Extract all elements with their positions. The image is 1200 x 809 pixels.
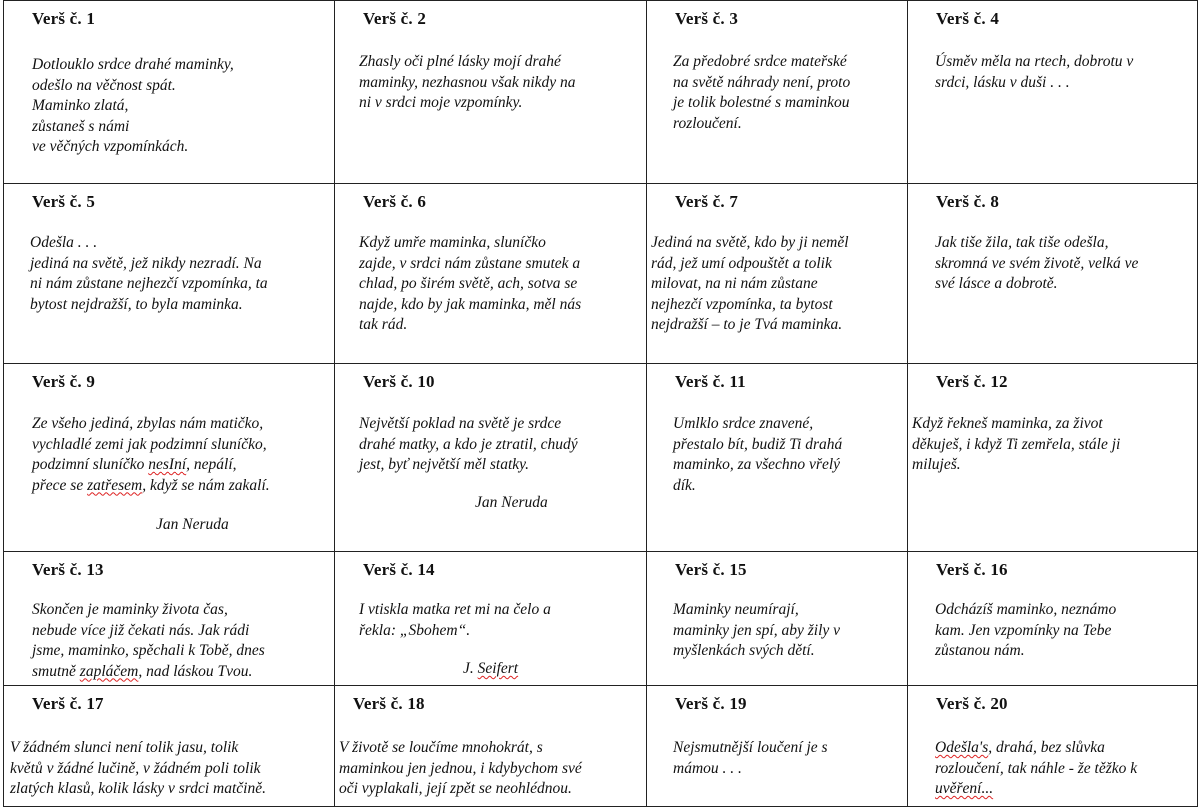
verse-title: Verš č. 9 (32, 372, 96, 391)
verse-author: J. Seifert (463, 660, 519, 677)
verse-text: I vtiskla matka ret mi na čelo a řekla: „Sbohem“. (359, 601, 551, 639)
verse-text: V životě se loučíme mnohokrát, s maminkou jen jednou, i kdybychom své oči vyplakali, její zpět se neohlédnou. (339, 739, 582, 797)
verse-text: Maminky neumírají, maminky jen spí, aby žily v myšlenkách svých dětí. (673, 601, 841, 659)
verse-text: Ze všeho jediná, zbylas nám matičko, vychladlé zemi jak podzimní sluníčko, podzimní sluníčko nesIní, nepálí, přece se zatřesem, když se nám zakalí. (32, 415, 270, 494)
verse-title: Verš č. 12 (936, 372, 1008, 391)
verse-text: Největší poklad na světě je srdce drahé matky, a kdo je ztratil, chudý jest, byť největší měl statky. (359, 415, 578, 473)
verse-cell-7 (647, 184, 908, 364)
verse-cell-19 (647, 686, 908, 807)
verse-title: Verš č. 17 (32, 694, 104, 713)
verse-text: Zhasly oči plné lásky mojí drahé maminky, nezhasnou však nikdy na ni v srdci moje vzpomínky. (359, 53, 576, 111)
verse-text: Odešla's, drahá, bez slůvka rozloučení, tak náhle - že těžko k uvěření... (935, 739, 1138, 797)
verse-cell-10 (335, 364, 647, 552)
verse-cell-5 (4, 184, 335, 364)
verse-title: Verš č. 13 (32, 560, 104, 579)
verse-cell-18 (335, 686, 647, 807)
verse-text: Jediná na světě, kdo by ji neměl rád, jež umí odpouštět a tolik milovat, na ni nám zůstane nejhezčí vzpomínka, ta bytost nejdražší – to je Tvá maminka. (651, 234, 849, 333)
verse-cell-15 (647, 552, 908, 686)
verse-author: Jan Neruda (475, 494, 548, 511)
verse-title: Verš č. 7 (675, 192, 739, 211)
verse-text: Když umře maminka, sluníčko zajde, v srdci nám zůstane smutek a chlad, po širém světě, ach, sotva se najde, kdo by jak maminka, měl nás tak rád. (359, 234, 582, 333)
verse-title: Verš č. 2 (363, 9, 427, 28)
verse-cell-12 (908, 364, 1198, 552)
verse-title: Verš č. 15 (675, 560, 747, 579)
verse-grid (3, 0, 1198, 807)
verse-text: V žádném slunci není tolik jasu, tolik květů v žádné lučině, v žádném poli tolik zlatých klasů, kolik lásky v srdci matčině. (10, 739, 266, 797)
verse-title: Verš č. 18 (353, 694, 425, 713)
verse-author: Jan Neruda (156, 516, 229, 533)
verse-text: Úsměv měla na rtech, dobrotu v srdci, lásku v duši . . . (935, 53, 1134, 91)
verse-title: Verš č. 20 (936, 694, 1008, 713)
verse-title: Verš č. 10 (363, 372, 435, 391)
verse-cell-17 (4, 686, 335, 807)
verse-cell-3 (647, 1, 908, 184)
verse-cell-6 (335, 184, 647, 364)
verse-cell-11 (647, 364, 908, 552)
verse-cell-14 (335, 552, 647, 686)
verse-title: Verš č. 19 (675, 694, 747, 713)
verse-text: Nejsmutnější loučení je s mámou . . . (673, 739, 828, 777)
verse-text: Když řekneš maminka, za život děkuješ, i když Ti zemřela, stále ji miluješ. (912, 415, 1121, 473)
verse-title: Verš č. 1 (32, 9, 96, 28)
verse-cell-16 (908, 552, 1198, 686)
verse-text: Dotlouklo srdce drahé maminky, odešlo na věčnost spát. Maminko zlatá, zůstaneš s námi ve věčných vzpomínkách. (32, 56, 234, 155)
verse-cell-2 (335, 1, 647, 184)
verse-title: Verš č. 6 (363, 192, 427, 211)
verse-cell-4 (908, 1, 1198, 184)
verse-title: Verš č. 14 (363, 560, 435, 579)
verse-title: Verš č. 4 (936, 9, 1000, 28)
verse-text: Odcházíš maminko, neznámo kam. Jen vzpomínky na Tebe zůstanou nám. (935, 601, 1117, 659)
verse-text: Odešla . . . jediná na světě, jež nikdy nezradí. Na ni nám zůstane nejhezčí vzpomínka, ta bytost nejdražší, to byla maminka. (30, 234, 268, 313)
verse-cell-20 (908, 686, 1198, 807)
verse-title: Verš č. 11 (675, 372, 746, 391)
verse-cell-9 (4, 364, 335, 552)
verse-title: Verš č. 5 (32, 192, 96, 211)
verse-text: Jak tiše žila, tak tiše odešla, skromná ve svém životě, velká ve své lásce a dobrotě. (935, 234, 1139, 292)
verse-text: Umlklo srdce znavené, přestalo bít, budiž Ti drahá maminko, za všechno vřelý dík. (673, 415, 843, 494)
verse-title: Verš č. 16 (936, 560, 1008, 579)
verse-text: Za předobré srdce mateřské na světě náhrady není, proto je tolik bolestné s maminkou rozloučení. (673, 53, 851, 132)
verse-text: Skončen je maminky života čas, nebude více již čekati nás. Jak rádi jsme, maminko, spěchali k Tobě, dnes smutně zapláčem, nad láskou Tvou. (32, 601, 265, 680)
verse-cell-8 (908, 184, 1198, 364)
verse-title: Verš č. 8 (936, 192, 1000, 211)
verse-title: Verš č. 3 (675, 9, 739, 28)
verse-cell-1 (4, 1, 335, 184)
verse-cell-13 (4, 552, 335, 686)
